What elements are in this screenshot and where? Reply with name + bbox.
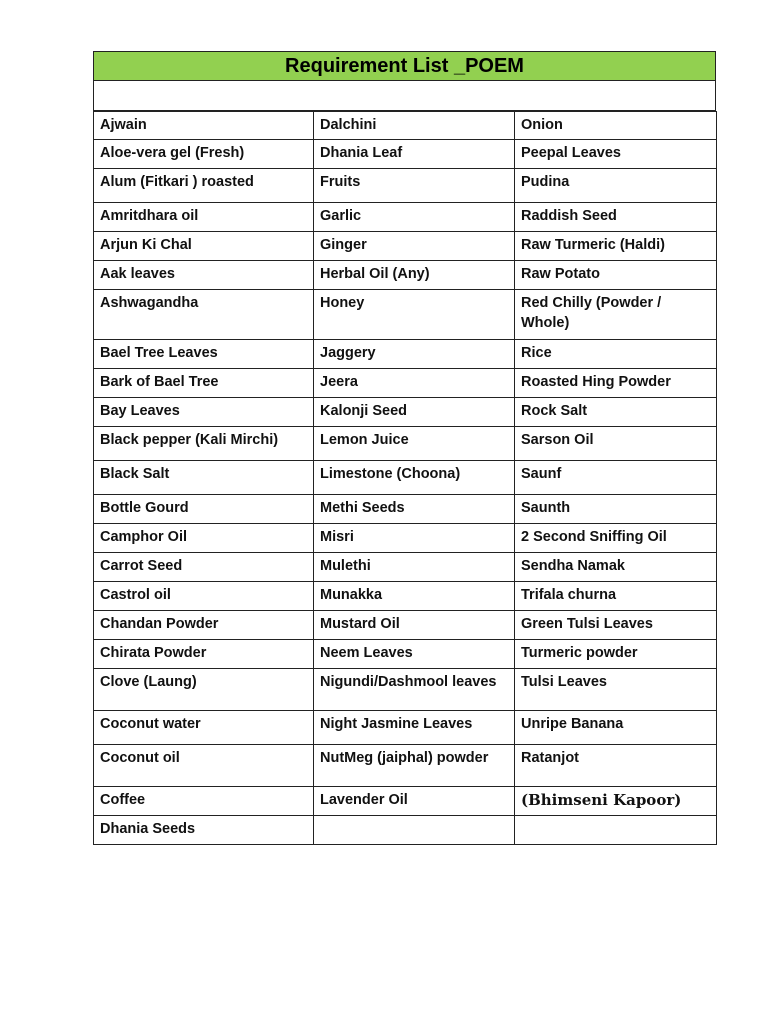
table-cell: Jaggery [314,340,515,369]
table-cell: Black pepper (Kali Mirchi) [94,427,314,461]
table-row [94,398,717,427]
table-row [94,582,717,611]
sheet-title: Requirement List _POEM [285,54,524,77]
table-cell: Kalonji Seed [314,398,515,427]
table-cell: Ginger [314,232,515,261]
table-row [94,553,717,582]
table-row [94,340,717,369]
table-cell: Dhania Seeds [94,816,314,845]
table-row [94,524,717,553]
table-cell: Neem Leaves [314,640,515,669]
table-cell: Amritdhara oil [94,203,314,232]
table-cell: Bael Tree Leaves [94,340,314,369]
table-row [94,640,717,669]
table-cell: Unripe Banana [515,711,717,745]
table-cell: Coconut oil [94,745,314,787]
table-cell: (Bhimseni Kapoor) [515,787,717,816]
table-cell: Jeera [314,369,515,398]
table-cell: Lavender Oil [314,787,515,816]
table-cell: Coffee [94,787,314,816]
table-cell: Saunth [515,495,717,524]
table-cell: Misri [314,524,515,553]
table-cell: Trifala churna [515,582,717,611]
table-cell: Ajwain [94,112,314,140]
table-cell: Raddish Seed [515,203,717,232]
table-row [94,232,717,261]
table-row [94,495,717,524]
table-cell: Nigundi/Dashmool leaves [314,669,515,711]
requirement-sheet [93,51,716,845]
table-cell: Roasted Hing Powder [515,369,717,398]
table-cell: Rice [515,340,717,369]
table-row [94,203,717,232]
table-cell: Coconut water [94,711,314,745]
table-cell: Saunf [515,461,717,495]
table-cell: Bottle Gourd [94,495,314,524]
title-row [93,51,716,81]
table-cell: Carrot Seed [94,553,314,582]
table-cell: Pudina [515,169,717,203]
table-cell: Raw Turmeric (Haldi) [515,232,717,261]
table-cell: Sarson Oil [515,427,717,461]
table-row [94,611,717,640]
table-cell: Lemon Juice [314,427,515,461]
table-cell: Peepal Leaves [515,140,717,169]
table-cell: Dhania Leaf [314,140,515,169]
table-cell: Herbal Oil (Any) [314,261,515,290]
table-cell: Turmeric powder [515,640,717,669]
table-cell [314,816,515,845]
table-cell: Fruits [314,169,515,203]
table-cell: Methi Seeds [314,495,515,524]
table-cell: Bark of Bael Tree [94,369,314,398]
table-cell: Night Jasmine Leaves [314,711,515,745]
table-cell: Mulethi [314,553,515,582]
table-row [94,787,717,816]
table-row [94,261,717,290]
table-cell: Aak leaves [94,261,314,290]
table-row [94,669,717,711]
table-row [94,290,717,340]
table-cell: Arjun Ki Chal [94,232,314,261]
table-cell: Castrol oil [94,582,314,611]
table-cell: Raw Potato [515,261,717,290]
table-row [94,427,717,461]
table-cell [515,816,717,845]
items-table [93,111,717,845]
table-cell: Green Tulsi Leaves [515,611,717,640]
table-row [94,745,717,787]
table-row [94,369,717,398]
table-cell: Chandan Powder [94,611,314,640]
table-row [94,140,717,169]
table-cell: Aloe-vera gel (Fresh) [94,140,314,169]
table-cell: Munakka [314,582,515,611]
table-cell: Sendha Namak [515,553,717,582]
table-cell: Camphor Oil [94,524,314,553]
table-cell: Mustard Oil [314,611,515,640]
table-cell: Alum (Fitkari ) roasted [94,169,314,203]
table-row [94,112,717,140]
table-cell: Rock Salt [515,398,717,427]
table-cell: Bay Leaves [94,398,314,427]
table-cell: 2 Second Sniffing Oil [515,524,717,553]
table-row [94,169,717,203]
table-row [94,711,717,745]
table-row [94,461,717,495]
table-cell: Limestone (Choona) [314,461,515,495]
table-cell: Dalchini [314,112,515,140]
table-cell: Honey [314,290,515,340]
blank-row [93,81,716,111]
table-cell: Clove (Laung) [94,669,314,711]
table-cell: Ashwagandha [94,290,314,340]
table-row [94,816,717,845]
table-cell: Garlic [314,203,515,232]
table-cell: Tulsi Leaves [515,669,717,711]
table-cell: NutMeg (jaiphal) powder [314,745,515,787]
table-cell: Red Chilly (Powder / Whole) [515,290,717,340]
table-cell: Chirata Powder [94,640,314,669]
table-cell: Ratanjot [515,745,717,787]
table-cell: Black Salt [94,461,314,495]
table-cell: Onion [515,112,717,140]
